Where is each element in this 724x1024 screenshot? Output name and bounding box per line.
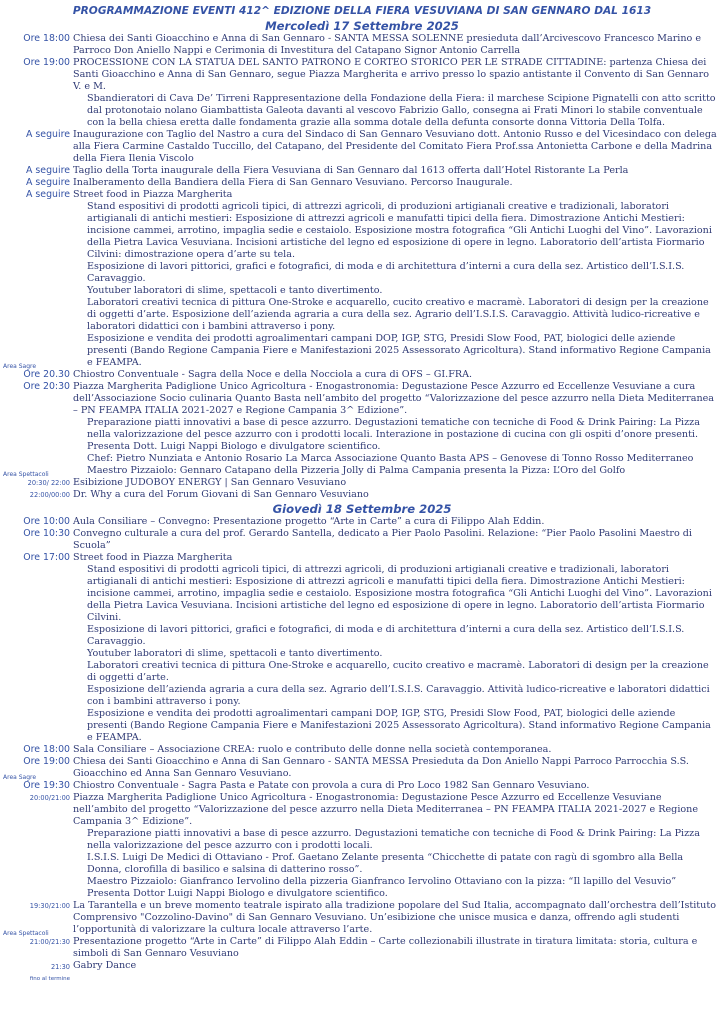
event-time: 19:30/21:00 bbox=[29, 902, 70, 910]
event-text-line: Esposizione dell’azienda agraria a cura della sez. Agrario dell’I.S.I.S. Caravaggio. Attività ludico-ricreative e laboratori didattici con i bambini attraverso i pony. bbox=[87, 684, 710, 707]
event-text-line: Dr. Why a cura del Forum Giovani di San Gennaro Vesuviano bbox=[73, 489, 369, 500]
event-text-line: Esposizione di lavori pittorici, grafici e fotografici, di moda e di architettura d’interni a cura della sez. Artistico dell’I.S.I.S. Caravaggio. bbox=[87, 624, 685, 647]
event-row bbox=[0, 57, 724, 129]
event-text-line: Esposizione e vendita dei prodotti agroalimentari campani DOP, IGP, STG, Presidi Slow Food, PAT, biologici delle aziende presenti (Bando Regione Campania Fiere e Manifestazioni 2025 Assessorato Agricoltura). Stand informativo Regione Campania e FEAMPA. bbox=[87, 708, 711, 743]
event-description bbox=[73, 756, 724, 780]
day-heading-wednesday: Mercoledì 17 Settembre 2025 bbox=[265, 19, 459, 33]
event-time: 20:00/21:00 bbox=[29, 794, 70, 802]
event-row bbox=[0, 477, 724, 489]
event-description bbox=[73, 489, 724, 501]
event-text-line: Stand espositivi di prodotti agricoli tipici, di attrezzi agricoli, di produzioni artigianali creative e tradizionali, laboratori artigianali di antichi mestieri: Esposizione di attrezzi agricoli e manufatti tipici della fiera. Dimostrazione Antichi Mestieri: incisione cammei, arrotino, impagliа sedie e cestaiolo. Esposizione mostra fotografica “Gli Antichi Luoghi del Vino”. Lavorazioni della Pietra Lavica Vesuviana. Incisioni artistiche del legno ed esposizione di opere in legno. Laboratorio dell’artista Fiormario Cilvini: dimostrazione opera d’arte su tela. bbox=[87, 201, 712, 260]
event-text-line: PROCESSIONE CON LA STATUA DEL SANTO PATRONO E CORTEO STORICO PER LE STRADE CITTADINE: partenza Chiesa dei Santi Gioacchino e Anna di San Gennaro, segue Piazza Margherita e arrivo presso lo spazio antistante il Convento di San Gennaro V. e M. bbox=[73, 57, 710, 92]
event-text-line: Piazza Margherita Padiglione Unico Agricoltura - Enogastronomia: Degustazione Pesce Azzurro ed Eccellenze Vesuviane a cura dell’Associazione Socio culinaria Quanto Basta nell’ambito del progetto “Valorizzazione del pesce azzurro nella Dieta Mediterranea – PN FEAMPA ITALIA 2021-2027 e Regione Campania 3^ Edizione”. bbox=[73, 381, 715, 416]
event-description bbox=[73, 516, 724, 528]
event-text-line: Piazza Margherita Padiglione Unico Agricoltura - Enogastronomia: Degustazione Pesce Azzurro ed Eccellenze Vesuviane nell’ambito del progetto “Valorizzazione del pesce azzurro nella Dieta Mediterranea – PN FEAMPA ITALIA 2021-2027 e Regione Campania 3^ Edizione”. bbox=[73, 792, 699, 827]
event-text-line: Gabry Dance bbox=[73, 960, 137, 971]
event-text-line: Stand espositivi di prodotti agricoli tipici, di attrezzi agricoli, di produzioni artigianali creative e tradizionali, laboratori artigianali di antichi mestieri: Esposizione di attrezzi agricoli e manufatti tipici della fiera. Dimostrazione Antichi Mestieri: incisione cammei, arrotino, impagliа sedie e cestaiolo. Esposizione mostra fotografica “Gli Antichi Luoghi del Vino”. Lavorazioni della Pietra Lavica Vesuviana. Incisioni artistiche del legno ed esposizione di opere in legno. Laboratorio dell’artista Fiormario Cilvini. bbox=[87, 564, 712, 623]
event-row bbox=[0, 129, 724, 165]
event-time: Ore 19:00 bbox=[23, 756, 70, 767]
event-time: Ore 20.30 bbox=[23, 369, 70, 380]
event-time-start: 21:30 bbox=[50, 963, 70, 971]
event-time: Ore 10:30 bbox=[23, 528, 70, 539]
day-heading-thursday: Giovedì 18 Settembre 2025 bbox=[272, 502, 452, 516]
event-description bbox=[73, 165, 724, 177]
event-time: Ore 18:00 bbox=[23, 33, 70, 44]
event-time: Ore 19:30 bbox=[23, 780, 70, 791]
event-text-line: Preparazione piatti innovativi a base di pesce azzurro. Degustazioni tematiche con tecniche di Food & Drink Pairing: La Pizza nella valorizzazione del pesce azzurro con i prodotti locali. bbox=[87, 828, 700, 851]
event-text-line: Chiostro Conventuale - Sagra della Noce e della Nocciola a cura di OFS – GI.FRA. bbox=[73, 369, 473, 380]
event-description bbox=[73, 960, 724, 985]
event-row bbox=[0, 165, 724, 177]
event-text-line: Chiostro Conventuale - Sagra Pasta e Patate con provola a cura di Pro Loco 1982 San Gennaro Vesuviano. bbox=[73, 780, 590, 791]
event-time: 22:00/00:00 bbox=[29, 491, 70, 499]
event-text-line: Chiesa dei Santi Gioacchino e Anna di San Gennaro - SANTA MESSA Presieduta da Don Aniello Nappi Parroco Parrocchia S.S. Gioacchino ed Anna San Gennaro Vesuviano. bbox=[73, 756, 689, 779]
event-description bbox=[73, 33, 724, 57]
event-description bbox=[73, 900, 724, 936]
event-text-line: Street food in Piazza Margherita bbox=[73, 189, 233, 200]
event-time: Ore 18:00 bbox=[23, 744, 70, 755]
event-description bbox=[73, 792, 724, 900]
event-time: A seguire bbox=[26, 165, 70, 176]
event-time: A seguire bbox=[26, 189, 70, 200]
event-description bbox=[73, 381, 724, 477]
event-text-line: Taglio della Torta inaugurale della Fiera Vesuviana di San Gennaro dal 1613 offerta dall’Hotel Ristorante La Perla bbox=[73, 165, 629, 176]
event-text-line: Youtuber laboratori di slime, spettacoli e tanto divertimento. bbox=[87, 285, 383, 296]
event-time: Ore 17:00 bbox=[23, 552, 70, 563]
event-row bbox=[0, 489, 724, 501]
event-description bbox=[73, 177, 724, 189]
event-text-line: Street food in Piazza Margherita bbox=[73, 552, 233, 563]
event-text-line: Maestro Pizzaiolo: Gianfranco Iervolino della pizzeria Gianfranco Iervolino Ottaviano con la pizza: “Il lapillo del Vesuvio” Presenta Dottor Luigi Nappi Biologo e divulgatore scientifico. bbox=[87, 876, 677, 899]
event-description bbox=[73, 744, 724, 756]
event-text-line: Esposizione e vendita dei prodotti agroalimentari campani DOP, IGP, STG, Presidi Slow Food, PAT, biologici delle aziende presenti (Bando Regione Campania Fiere e Manifestazioni 2025 Assessorato Agricoltura). Stand informativo Regione Campania e FEAMPA. bbox=[87, 333, 711, 368]
event-text-line: Preparazione piatti innovativi a base di pesce azzurro. Degustazioni tematiche con tecniche di Food & Drink Pairing: La Pizza nella valorizzazione del pesce azzurro con i prodotti locali. Interazione in postazione di cucina con gli ospiti d’onore presenti. Presenta Dott. Luigi Nappi Biologo e divulgatore scientifico. bbox=[87, 417, 700, 452]
area-label: Area Spettacoli bbox=[3, 471, 49, 478]
event-description bbox=[73, 189, 724, 369]
event-text-line: La Tarantella e un breve momento teatrale ispirato alla tradizione popolare del Sud Italia, accompagnato dall’orchestra dell’Istituto Comprensivo "Cozzolino-Davino" di San Gennaro Vesuviano. Un’esibizione che unisce musica e danza, offrendo agli studenti l’opportunità di valorizzare la cultura locale attraverso l’arte. bbox=[73, 900, 716, 935]
event-row bbox=[0, 189, 724, 369]
event-time-end: fino al termine bbox=[29, 976, 70, 982]
program-title: PROGRAMMAZIONE EVENTI 412^ EDIZIONE DELLA FIERA VESUVIANA DI SAN GENNARO DAL 1613 bbox=[72, 5, 652, 17]
event-description bbox=[73, 369, 724, 381]
event-text-line: Laboratori creativi tecnica di pittura One-Stroke e acquarello, cucito creativo e macramè. Laboratori di design per la creazione di oggetti d’arte. Esposizione dell’azienda agraria a cura della sez. Agrario dell’I.S.I.S. Caravaggio. Attività ludico-ricreative e laboratori didattici con i bambini attraverso i pony. bbox=[87, 297, 709, 332]
event-text-line: Sbandieratori di Cava De’ Tirreni Rappresentazione della Fondazione della Fiera: il marchese Scipione Pignatelli con atto scritto dal protonotaio nolano Giambattista Galeota davanti al vescovo Fabrizio Gallo, consegna ai Frati Minori lo stabile conventuale con la bella chiesa eretta dalle fondamenta grazie alla somma dotale della defunta consorte donna Vittoria Della Tolfa. bbox=[87, 93, 716, 128]
event-time bbox=[0, 960, 73, 985]
event-description bbox=[73, 129, 724, 165]
day-schedule-wednesday bbox=[0, 33, 724, 501]
event-text-line: Sala Consiliare – Associazione CREA: ruolo e contributo delle donne nella società contemporanea. bbox=[73, 744, 552, 755]
event-row bbox=[0, 516, 724, 528]
day-schedule-thursday bbox=[0, 516, 724, 985]
event-row bbox=[0, 33, 724, 57]
event-description bbox=[73, 780, 724, 792]
event-row bbox=[0, 744, 724, 756]
event-text-line: Maestro Pizzaiolo: Gennaro Catapano della Pizzeria Jolly di Palma Campania presenta la Pizza: L’Oro del Golfo bbox=[87, 465, 626, 476]
event-row bbox=[0, 528, 724, 552]
event-row bbox=[0, 369, 724, 381]
event-time: Ore 10:00 bbox=[23, 516, 70, 527]
event-time: A seguire bbox=[26, 177, 70, 188]
area-label: Area Sagre bbox=[3, 774, 37, 781]
event-row bbox=[0, 177, 724, 189]
event-text-line: Inaugurazione con Taglio del Nastro a cura del Sindaco di San Gennaro Vesuviano dott. Antonio Russo e del Vicesindaco con delega alla Fiera Carmine Castaldo Tuccillo, del Catapano, del Presidente del Comitato Fiera Prof.ssa Antonietta Carbone e della Madrina della Fiera Ilenia Viscolo bbox=[73, 129, 717, 164]
event-row bbox=[0, 936, 724, 960]
event-row bbox=[0, 780, 724, 792]
event-row bbox=[0, 381, 724, 477]
event-text-line: Chiesa dei Santi Gioacchino e Anna di San Gennaro - SANTA MESSA SOLENNE presieduta dall’Arcivescovo Francesco Marino e Parroco Don Aniello Nappi e Cerimonia di Investitura del Catapano Signor Antonio Carrella bbox=[73, 33, 702, 56]
event-text-line: Esibizione JUDOBOY ENERGY | San Gennaro Vesuviano bbox=[73, 477, 347, 488]
event-row bbox=[0, 756, 724, 780]
event-time: 20:30/ 22:00 bbox=[27, 479, 70, 487]
area-label: Area Spettacoli bbox=[3, 930, 49, 937]
event-row bbox=[0, 960, 724, 985]
event-text-line: Youtuber laboratori di slime, spettacoli e tanto divertimento. bbox=[87, 648, 383, 659]
event-text-line: Presentazione progetto “Arte in Carte” di Filippo Alah Eddin – Carte collezionabili illustrate in tiratura limitata: storia, cultura e simboli di San Gennaro Vesuviano bbox=[73, 936, 698, 959]
event-time: Ore 20:30 bbox=[23, 381, 70, 392]
event-description bbox=[73, 528, 724, 552]
event-text-line: I.S.I.S. Luigi De Medici di Ottaviano - Prof. Gaetano Zelante presenta “Chicchette di patate con ragù di sgombro alla Bella Donna, clorofilla di basilico e salsina di datterino rosso”. bbox=[87, 852, 684, 875]
event-text-line: Chef: Pietro Nunziata e Antonio Rosario La Marca Associazione Quanto Basta APS – Genovese di Tonno Rosso Mediterraneo bbox=[87, 453, 694, 464]
event-time: Ore 19:00 bbox=[23, 57, 70, 68]
event-description bbox=[73, 936, 724, 960]
event-text-line: Esposizione di lavori pittorici, grafici e fotografici, di moda e di architettura d’interni a cura della sez. Artistico dell’I.S.I.S. Caravaggio. bbox=[87, 261, 685, 284]
event-description bbox=[73, 57, 724, 129]
event-text-line: Convegno culturale a cura del prof. Gerardo Santella, dedicato a Pier Paolo Pasolini. Relazione: “Pier Paolo Pasolini Maestro di Scuola” bbox=[73, 528, 693, 551]
event-time: A seguire bbox=[26, 129, 70, 140]
event-text-line: Laboratori creativi tecnica di pittura One-Stroke e acquarello, cucito creativo e macramè. Laboratori di design per la creazione di oggetti d’arte. bbox=[87, 660, 709, 683]
event-row bbox=[0, 792, 724, 900]
event-row bbox=[0, 900, 724, 936]
event-row bbox=[0, 552, 724, 744]
event-text-line: Inalberamento della Bandiera della Fiera di San Gennaro Vesuviano. Percorso Inaugurale. bbox=[73, 177, 513, 188]
event-text-line: Aula Consiliare – Convegno: Presentazione progetto “Arte in Carte” a cura di Filippo Alah Eddin. bbox=[73, 516, 545, 527]
area-label: Area Sagre bbox=[3, 363, 37, 370]
event-description bbox=[73, 552, 724, 744]
event-time: 21:00/21:30 bbox=[29, 938, 70, 946]
event-description bbox=[73, 477, 724, 489]
